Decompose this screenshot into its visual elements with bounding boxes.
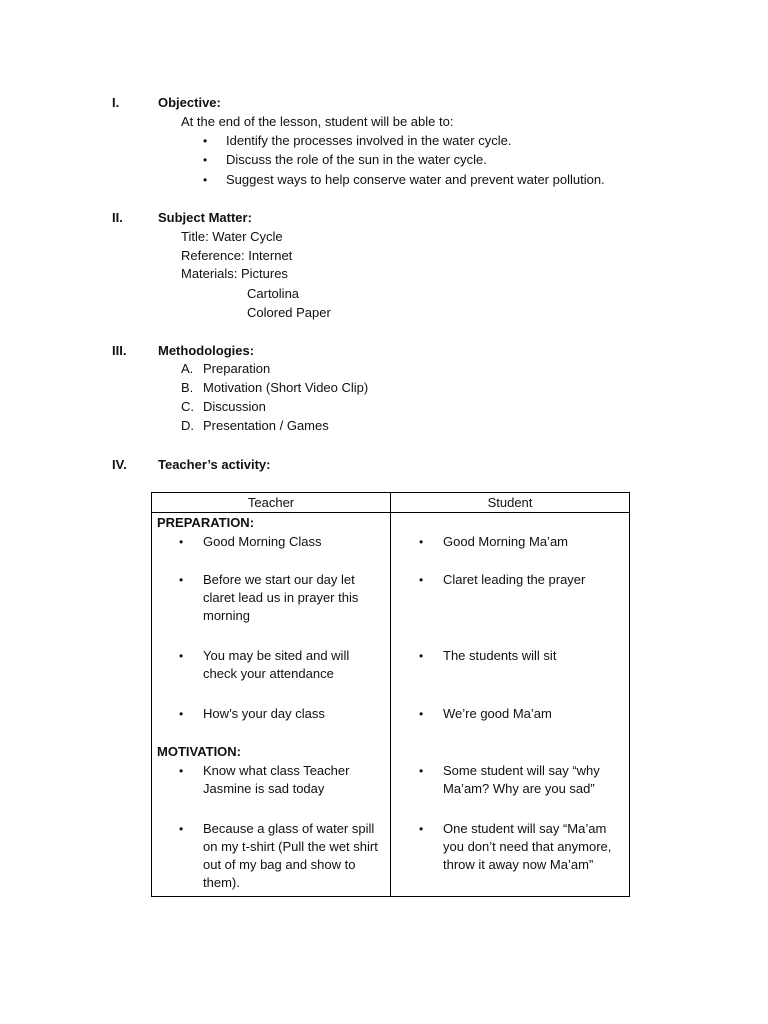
objective-item: Discuss the role of the sun in the water cycle. bbox=[226, 152, 487, 167]
bullet-icon: • bbox=[419, 573, 424, 587]
method-item: Discussion bbox=[203, 399, 266, 414]
student-line: Some student will say “why Ma’am? Why are you sad” bbox=[443, 763, 600, 796]
teacher-line: Before we start our day let claret lead us in prayer this morning bbox=[203, 572, 359, 623]
table-header-teacher: Teacher bbox=[152, 493, 391, 513]
method-letter: D. bbox=[181, 418, 194, 433]
section-numeral: IV. bbox=[112, 457, 127, 472]
bullet-icon: • bbox=[203, 134, 208, 148]
method-item: Preparation bbox=[203, 361, 271, 376]
subject-title: Title: Water Cycle bbox=[181, 229, 283, 244]
teacher-line: You may be sited and will check your attendance bbox=[203, 648, 350, 681]
table-header-row bbox=[152, 493, 630, 513]
activity-table bbox=[151, 492, 630, 897]
section-numeral: III. bbox=[112, 343, 127, 358]
student-cell bbox=[391, 513, 630, 897]
subject-material-item: Cartolina bbox=[247, 286, 300, 301]
teacher-cell bbox=[152, 513, 391, 897]
student-line: The students will sit bbox=[443, 648, 557, 663]
objective-item: Suggest ways to help conserve water and prevent water pollution. bbox=[226, 172, 605, 187]
bullet-icon: • bbox=[179, 707, 184, 721]
section-heading-subject-matter: Subject Matter: bbox=[158, 210, 252, 225]
motivation-label: MOTIVATION: bbox=[157, 744, 242, 759]
teacher-line: Know what class Teacher Jasmine is sad today bbox=[203, 763, 350, 796]
section-heading-activity: Teacher’s activity: bbox=[158, 457, 271, 472]
subject-reference: Reference: Internet bbox=[181, 248, 293, 263]
method-letter: A. bbox=[181, 361, 194, 376]
method-item: Presentation / Games bbox=[203, 418, 329, 433]
objective-item: Identify the processes involved in the water cycle. bbox=[226, 133, 512, 148]
teacher-line: Good Morning Class bbox=[203, 534, 322, 549]
student-line: Claret leading the prayer bbox=[443, 572, 586, 587]
table-row bbox=[152, 513, 630, 897]
section-heading-methodologies: Methodologies: bbox=[158, 343, 255, 358]
section-numeral: II. bbox=[112, 210, 123, 225]
bullet-icon: • bbox=[203, 173, 208, 187]
table-header-student: Student bbox=[391, 493, 630, 513]
bullet-icon: • bbox=[179, 764, 184, 778]
teacher-line: Because a glass of water spill on my t-shirt (Pull the wet shirt out of my bag and show to them). bbox=[203, 821, 378, 890]
objective-intro: At the end of the lesson, student will be able to: bbox=[181, 114, 454, 129]
bullet-icon: • bbox=[419, 649, 424, 663]
subject-material-item: Colored Paper bbox=[247, 305, 331, 320]
bullet-icon: • bbox=[179, 649, 184, 663]
method-letter: B. bbox=[181, 380, 194, 395]
subject-materials: Materials: Pictures bbox=[181, 266, 288, 281]
bullet-icon: • bbox=[179, 822, 184, 836]
section-numeral: I. bbox=[112, 95, 120, 110]
bullet-icon: • bbox=[419, 822, 424, 836]
section-heading-objective: Objective: bbox=[158, 95, 221, 110]
bullet-icon: • bbox=[419, 707, 424, 721]
student-line: One student will say “Ma’am you don’t need that anymore, throw it away now Ma’am” bbox=[443, 821, 612, 872]
bullet-icon: • bbox=[203, 153, 208, 167]
preparation-label: PREPARATION: bbox=[157, 515, 255, 530]
student-line: Good Morning Ma’am bbox=[443, 534, 568, 549]
bullet-icon: • bbox=[419, 764, 424, 778]
student-line: We’re good Ma’am bbox=[443, 706, 552, 721]
method-item: Motivation (Short Video Clip) bbox=[203, 380, 369, 395]
method-letter: C. bbox=[181, 399, 194, 414]
bullet-icon: • bbox=[179, 573, 184, 587]
bullet-icon: • bbox=[419, 535, 424, 549]
teacher-line: How’s your day class bbox=[203, 706, 325, 721]
bullet-icon: • bbox=[179, 535, 184, 549]
